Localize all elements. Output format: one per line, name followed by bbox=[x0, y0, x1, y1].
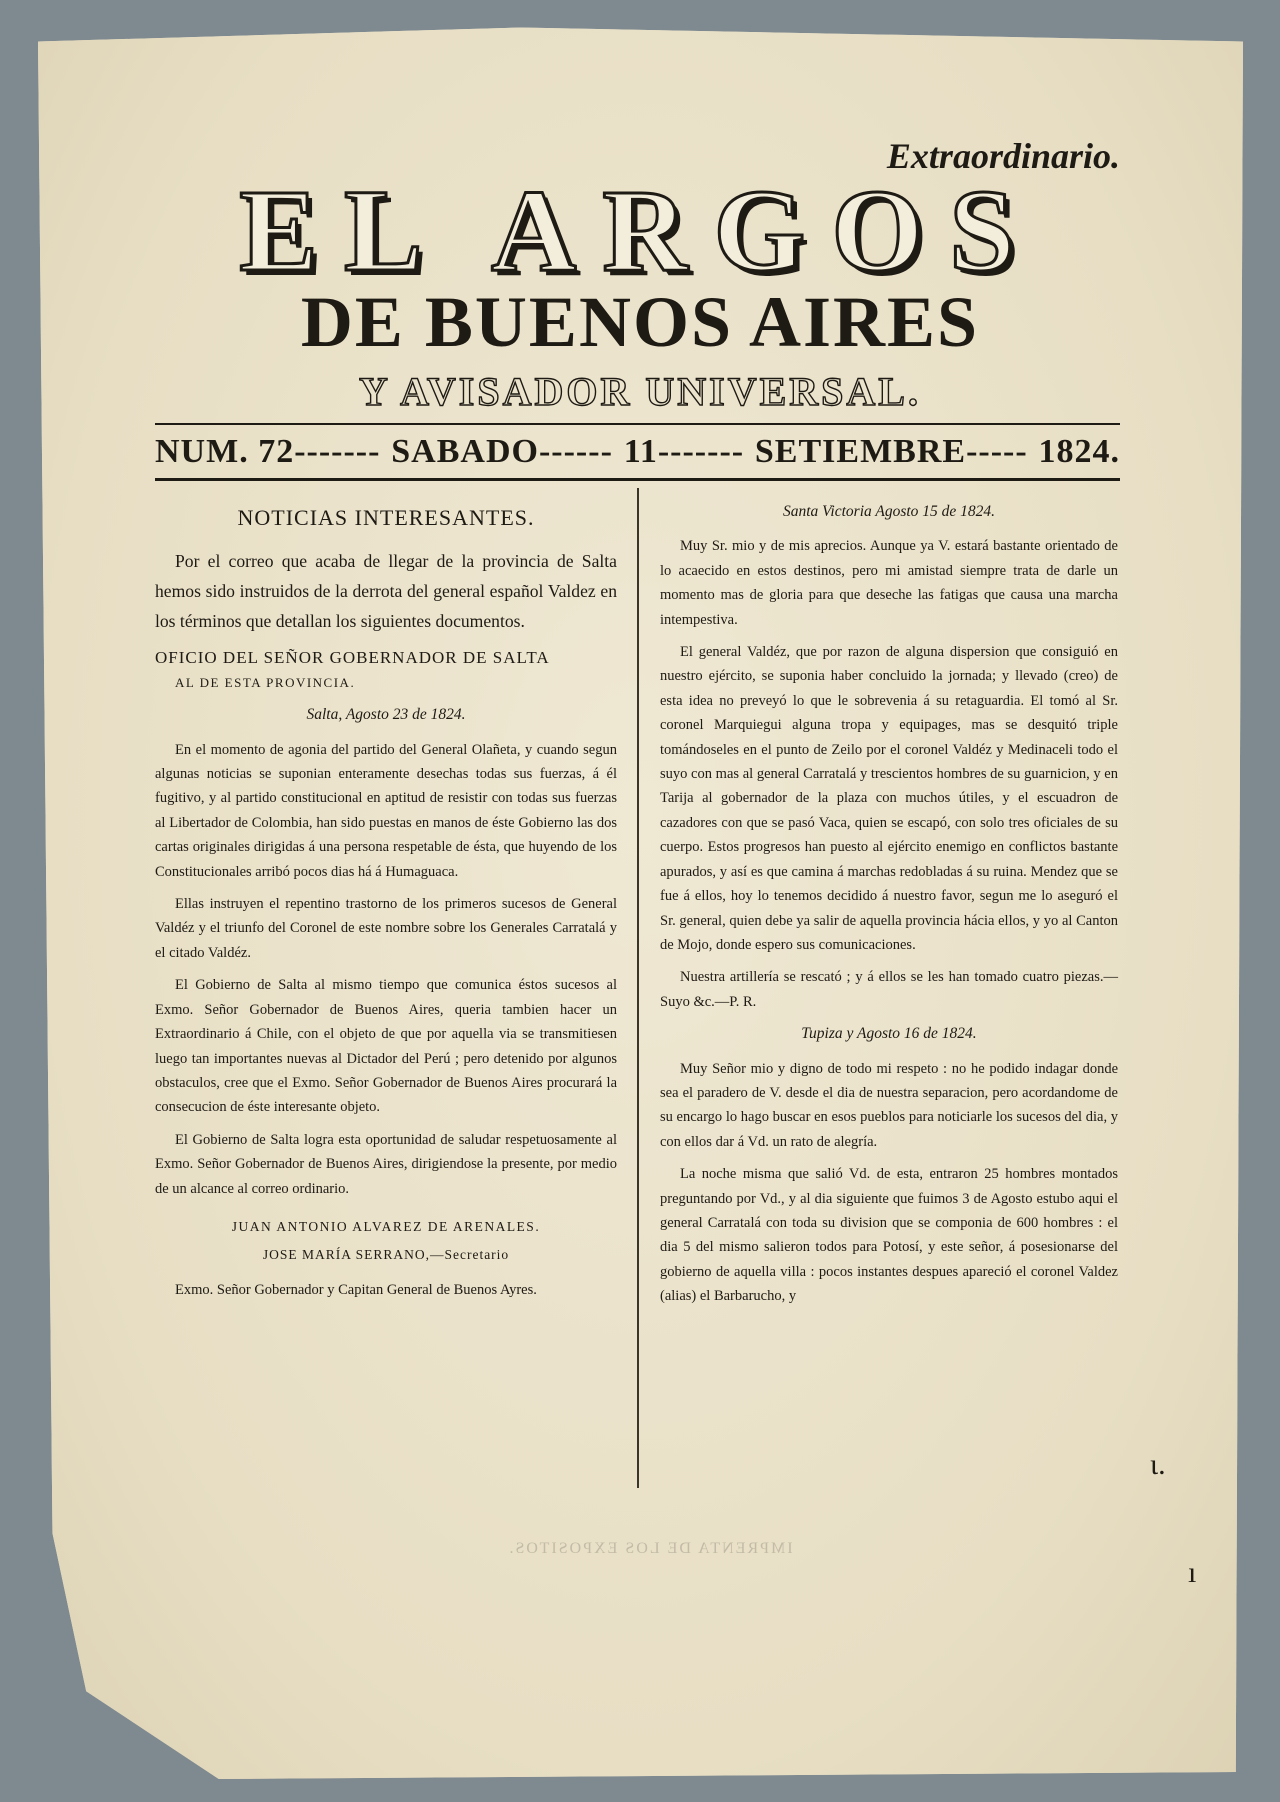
issue-dateline bbox=[155, 428, 1120, 476]
paragraph: En el momento de agonia del partido del General Olañeta, y cuando segun algunas noticias se suponian enteramente desechas todas sus fuerzas, á él fugitivo, y al partido constitucional en aptitud de resistir con todas sus fuerzas al Libertador de Colombia, han sido puestas en manos de éste Gobierno las dos cartas originales dirigidas á una persona respetable de ésta, que huyendo de los Constitucionales arribó pocos dias há á Humaguaca. bbox=[155, 741, 617, 880]
dateline-salta: Salta, Agosto 23 de 1824. bbox=[306, 706, 466, 724]
intro-paragraph: Por el correo que acaba de llegar de la provincia de Salta hemos sido instruidos de la derrota del general español Valdez en los términos que detallan los siguientes documentos. bbox=[155, 551, 617, 632]
paragraph: Ellas instruyen el repentino trastorno de los primeros sucesos de General Valdéz y el triunfo del Coronel de este nombre sobre los Generales Carratalá y el citado Valdéz. bbox=[155, 896, 617, 961]
section-heading: NOTICIAS INTERESANTES. bbox=[237, 505, 535, 530]
paragraph: El Gobierno de Salta al mismo tiempo que comunica éstos sucesos al Exmo. Señor Gobernador de Buenos Aires, queria tambien hacer un Extraordinario á Chile, con el objeto de que por aquella via se transmitiesen luego tan importantes nuevas al Dictador del Perú ; pero detenido por algunos obstaculos, cree que el Exmo. Señor Gobernador de Buenos Aires procurará la consecucion de éste interesante objeto. bbox=[155, 977, 617, 1116]
bottom-rule bbox=[155, 478, 1120, 481]
paragraph: Muy Sr. mio y de mis aprecios. Aunque ya V. estará bastante orientado de lo acaecido en estos destinos, pero mi amistad siempre trata de darle un momento mas de gloria para que deseche las fatigas que causa una marcha intempestiva. bbox=[660, 538, 1118, 628]
ink-mark: ı bbox=[1188, 1556, 1197, 1589]
column-divider bbox=[637, 488, 639, 1488]
top-rule bbox=[155, 423, 1120, 425]
issue-day: SABADO------ bbox=[391, 433, 613, 470]
oficio-heading: OFICIO DEL SEÑOR GOBERNADOR DE SALTA bbox=[155, 648, 550, 668]
dateline-santa-victoria: Santa Victoria Agosto 15 de 1824. bbox=[782, 503, 996, 520]
ink-mark: ɩ. bbox=[1150, 1448, 1166, 1481]
bleed-through-text: IMPRENTA DE LOS EXPOSITOS. bbox=[507, 1540, 793, 1557]
signature-arenales: JUAN ANTONIO ALVAREZ DE ARENALES. bbox=[231, 1218, 541, 1234]
left-column bbox=[155, 500, 617, 1310]
paragraph: La noche misma que salió Vd. de esta, entraron 25 hombres montados preguntando por Vd., y al dia siguiente que fuimos 3 de Agosto estubo aqui el general Carratalá con toda su division que se componia de 600 hombres : el dia 5 del mismo salieron todos para Potosí, y este señor, á posesionarse del gobierno de aquella villa : pocos instantes despues apareció el coronel Valdez (alias) el Barbarucho, y bbox=[660, 1166, 1118, 1305]
right-column bbox=[660, 500, 1118, 1317]
masthead-tagline: Y AVISADOR UNIVERSAL. bbox=[358, 369, 921, 414]
issue-number: NUM. 72------- bbox=[155, 433, 381, 470]
extraordinario-label: Extraordinario. bbox=[886, 136, 1120, 176]
signature-serrano: JOSE MARÍA SERRANO,—Secretario bbox=[262, 1247, 510, 1263]
paragraph: El general Valdéz, que por razon de alguna dispersion que consiguió en nuestro ejército, se suponia haber concluido la jornada; y llevado (creo) de esta idea no preveyó lo que le sobrevenia á su retaguardia. El tomó al Sr. coronel Marquiegui alguna tropa y equipages, mas se desquitó triple tomándoseles en el punto de Zeilo por el coronel Valdéz y Medinaceli todo el suyo con mas al general Carratalá y trescientos hombres de su guarnicion, y en Tarija al gobernador de la plaza con muchos útiles, y el escuadron de cazadores con que se pasó Vaca, quien se escapó, con solo tres oficiales de su cuerpo. Estos progresos han puesto al ejército enemigo en conflictos bastante apurados, y así es que camina á marchas redobladas á su ruina. Mendez que se fue á ellos, hoy lo tenemos decidido á nuestro favor, segun me lo aseguró el Sr. general, quien debe ya salir de aquella provincia hácia ellos, y yo al Canton de Mojo, donde espero sus comunicaciones. bbox=[660, 644, 1118, 953]
dateline-tupiza: Tupiza y Agosto 16 de 1824. bbox=[801, 1025, 977, 1043]
oficio-subheading: AL DE ESTA PROVINCIA. bbox=[175, 674, 356, 690]
paragraph: Muy Señor mio y digno de todo mi respeto : no he podido indagar donde sea el paradero de V. desde el dia de nuestra separacion, pero acordandome de su encargo lo hago buscar en esos pueblos para noticiarle los sucesos del dia, y con ellos dar á Vd. un rato de alegría. bbox=[660, 1060, 1118, 1150]
masthead-title: EL ARGOS bbox=[239, 165, 1041, 296]
issue-month: SETIEMBRE----- bbox=[754, 433, 1028, 470]
masthead-subtitle: DE BUENOS AIRES bbox=[300, 282, 980, 362]
addressee: Exmo. Señor Gobernador y Capitan General de Buenos Ayres. bbox=[175, 1281, 537, 1298]
issue-year: 1824. bbox=[1038, 433, 1120, 470]
paragraph: Nuestra artillería se rescató ; y á ellos se les han tomado cuatro piezas.—Suyo &c.—P. R. bbox=[660, 969, 1118, 1010]
paragraph: El Gobierno de Salta logra esta oportunidad de saludar respetuosamente al Exmo. Señor Gobernador de Buenos Aires, dirigiendose la presente, por medio de un alcance al correo ordinario. bbox=[155, 1131, 617, 1197]
issue-date: 11------- bbox=[623, 433, 745, 470]
